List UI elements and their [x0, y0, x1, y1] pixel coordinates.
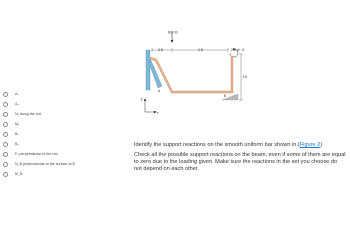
- option-bx-label: Bₓ: [15, 131, 19, 136]
- checkbox-by[interactable]: [3, 142, 8, 147]
- checkbox-mb[interactable]: [3, 172, 8, 177]
- checkbox-bx[interactable]: [3, 132, 8, 137]
- checkbox-na[interactable]: [3, 112, 8, 117]
- checkbox-fa[interactable]: [3, 152, 8, 157]
- option-by[interactable]: [3, 140, 19, 149]
- y-axis-arrowhead: [144, 98, 146, 101]
- option-nb[interactable]: [3, 160, 75, 169]
- option-mb-label: M_B: [15, 171, 23, 176]
- option-ma[interactable]: [3, 120, 19, 129]
- question-prompt-suffix: ): [320, 142, 323, 148]
- question-instructions: Check all the possible support reactions on the beam, even if some of them are equal to zero due to the loading given. Make sure the reactions in the set you choose do not depend on each other.: [134, 152, 346, 172]
- option-ax-label: Aₓ: [15, 91, 19, 96]
- axis-x-label: x: [157, 111, 159, 115]
- option-fa[interactable]: [3, 150, 58, 159]
- dim-right-label: 3 ft: [198, 48, 203, 53]
- option-fa-label: Fₐ perpendicular to the rod: [15, 151, 58, 156]
- option-mb[interactable]: [3, 170, 22, 179]
- option-na-label: Nₐ along the rod: [15, 111, 41, 116]
- checkbox-ax[interactable]: [3, 92, 8, 97]
- option-na[interactable]: [3, 110, 41, 119]
- beam-diagram: [138, 30, 258, 116]
- question-text: [134, 141, 346, 172]
- question-prompt-prefix: Identify the support reactions on the smooth uniform bar shown in (: [134, 142, 300, 148]
- load-label: 800 lb: [168, 30, 178, 35]
- option-ay-label: Aᵧ: [15, 101, 19, 106]
- point-b-label: B: [224, 94, 227, 98]
- load-arrowhead: [171, 40, 174, 43]
- dim-left-label: 3 ft: [158, 48, 163, 53]
- beam-figure: [138, 30, 258, 116]
- option-ay[interactable]: [3, 100, 19, 109]
- wall-support-a: [146, 50, 150, 90]
- checkbox-ay[interactable]: [3, 102, 8, 107]
- checkbox-nb[interactable]: [3, 162, 8, 167]
- option-nb-label: N_B perpendicular to the surface at B: [15, 161, 75, 166]
- bar-body: [150, 56, 232, 92]
- axis-y-label: y: [141, 97, 143, 101]
- point-a-label: A: [158, 89, 161, 93]
- dim-vertical-label: 3 ft: [242, 75, 248, 79]
- option-ax[interactable]: [3, 90, 19, 99]
- moment-label: 200 lb · ft: [231, 48, 245, 52]
- figure-link[interactable]: Figure 2: [299, 142, 321, 148]
- option-bx[interactable]: [3, 130, 19, 139]
- option-by-label: Bᵧ: [15, 141, 19, 146]
- option-ma-label: Mₐ: [15, 121, 20, 126]
- question-prompt: [134, 141, 346, 149]
- checkbox-ma[interactable]: [3, 122, 8, 127]
